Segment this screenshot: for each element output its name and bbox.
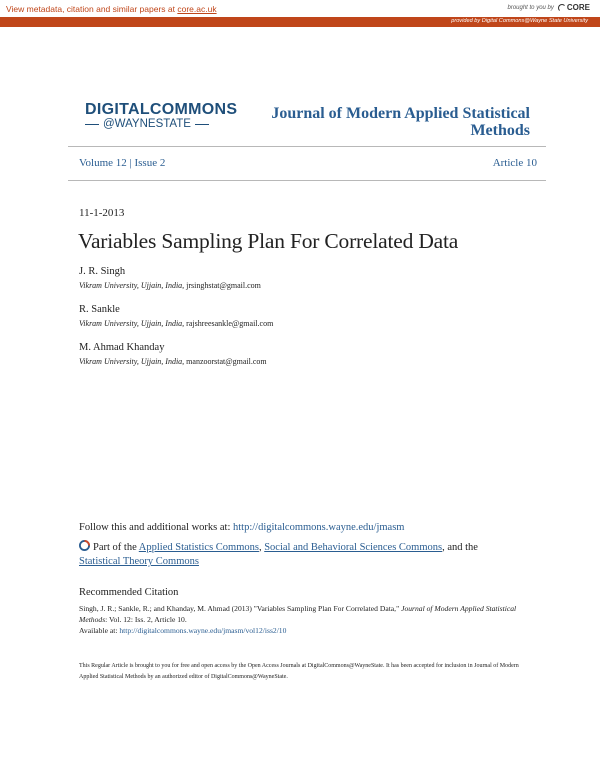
volume-issue xyxy=(79,157,165,169)
author-email: rajshreesankle@gmail.com xyxy=(184,319,274,328)
open-access-icon xyxy=(79,540,90,551)
journal-title[interactable] xyxy=(230,106,530,139)
logo-bottom xyxy=(85,118,225,130)
brought-by-text: brought to you by xyxy=(507,4,554,11)
author-name: J. R. Singh xyxy=(79,266,126,277)
author-email: jrsinghstat@gmail.com xyxy=(184,281,261,290)
citation-body xyxy=(79,603,539,636)
citation-details: : Vol. 12: Iss. 2, Article 10. xyxy=(105,615,187,624)
core-metadata-link[interactable] xyxy=(6,4,217,14)
core-brought-by[interactable] xyxy=(508,3,591,12)
volume-separator: | xyxy=(126,157,135,169)
applied-statistics-link[interactable]: Applied Statistics Commons xyxy=(138,542,259,553)
citation-heading: Recommended Citation xyxy=(79,587,179,598)
journal-title-line1: Journal of Modern Applied Statistical xyxy=(271,105,530,122)
logo-line-right xyxy=(195,124,209,125)
header-rule-top xyxy=(68,146,546,147)
journal-title-line2: Methods xyxy=(470,121,530,139)
author-email: manzoorstat@gmail.com xyxy=(184,357,267,366)
follow-works xyxy=(79,522,404,533)
article-link[interactable]: Article 10 xyxy=(492,157,537,169)
follow-text: Follow this and additional works at: xyxy=(79,522,233,533)
core-icon xyxy=(557,4,565,12)
citation-available: Available at: xyxy=(79,626,120,635)
social-sciences-link[interactable]: Social and Behavioral Sciences Commons xyxy=(264,542,443,553)
author-affiliation xyxy=(79,357,267,366)
citation-journal: Journal of Modern Applied Statistical Methods xyxy=(79,604,517,624)
issue-link[interactable]: Issue 2 xyxy=(134,157,166,169)
core-metadata-text: View metadata, citation and similar papers at xyxy=(6,4,178,14)
affiliation-text: Vikram University, Ujjain, India, xyxy=(79,357,185,366)
part-of-sep1: , xyxy=(258,542,265,553)
author-name: R. Sankle xyxy=(79,304,120,315)
logo-line-left xyxy=(85,124,99,125)
volume-link[interactable]: Volume 12 xyxy=(79,157,127,169)
citation-url[interactable]: http://digitalcommons.wayne.edu/jmasm/vol12/iss2/10 xyxy=(119,626,287,635)
author-name: M. Ahmad Khanday xyxy=(79,342,165,353)
part-of-sep2: , and the xyxy=(442,542,478,553)
core-logo-text: CORE xyxy=(566,3,590,12)
affiliation-text: Vikram University, Ujjain, India, xyxy=(79,281,185,290)
core-link[interactable]: core.ac.uk xyxy=(177,4,217,14)
core-banner xyxy=(0,0,600,28)
author-affiliation xyxy=(79,319,273,328)
statistical-theory-link[interactable]: Statistical Theory Commons xyxy=(79,556,199,567)
provided-by-text: provided by Digital Commons@Wayne State University xyxy=(451,18,588,24)
digital-commons-logo[interactable] xyxy=(85,101,238,130)
logo-top-text: DIGITALCOMMONS xyxy=(85,101,238,118)
publication-date: 11-1-2013 xyxy=(79,207,125,219)
logo-bottom-text: @WAYNESTATE xyxy=(103,118,191,130)
part-of-prefix: Part of the xyxy=(93,542,139,553)
affiliation-text: Vikram University, Ujjain, India, xyxy=(79,319,185,328)
paper-title: Variables Sampling Plan For Correlated Data xyxy=(78,229,459,253)
footer-notice: This Regular Article is brought to you for free and open access by the Open Access Journals at DigitalCommons@WayneState. It has been accepted for inclusion in Journal of Modern Applied Statistical Methods by an authorized editor of DigitalCommons@WayneState. xyxy=(79,663,519,680)
core-logo[interactable] xyxy=(557,3,590,12)
author-affiliation xyxy=(79,281,261,290)
citation-text: Singh, J. R.; Sankle, R.; and Khanday, M. Ahmad (2013) "Variables Sampling Plan For Correlated Data," xyxy=(79,604,402,613)
header-rule-bottom xyxy=(68,180,546,181)
part-of xyxy=(79,540,539,569)
follow-link[interactable]: http://digitalcommons.wayne.edu/jmasm xyxy=(233,522,405,533)
provided-by-bar xyxy=(0,17,600,27)
